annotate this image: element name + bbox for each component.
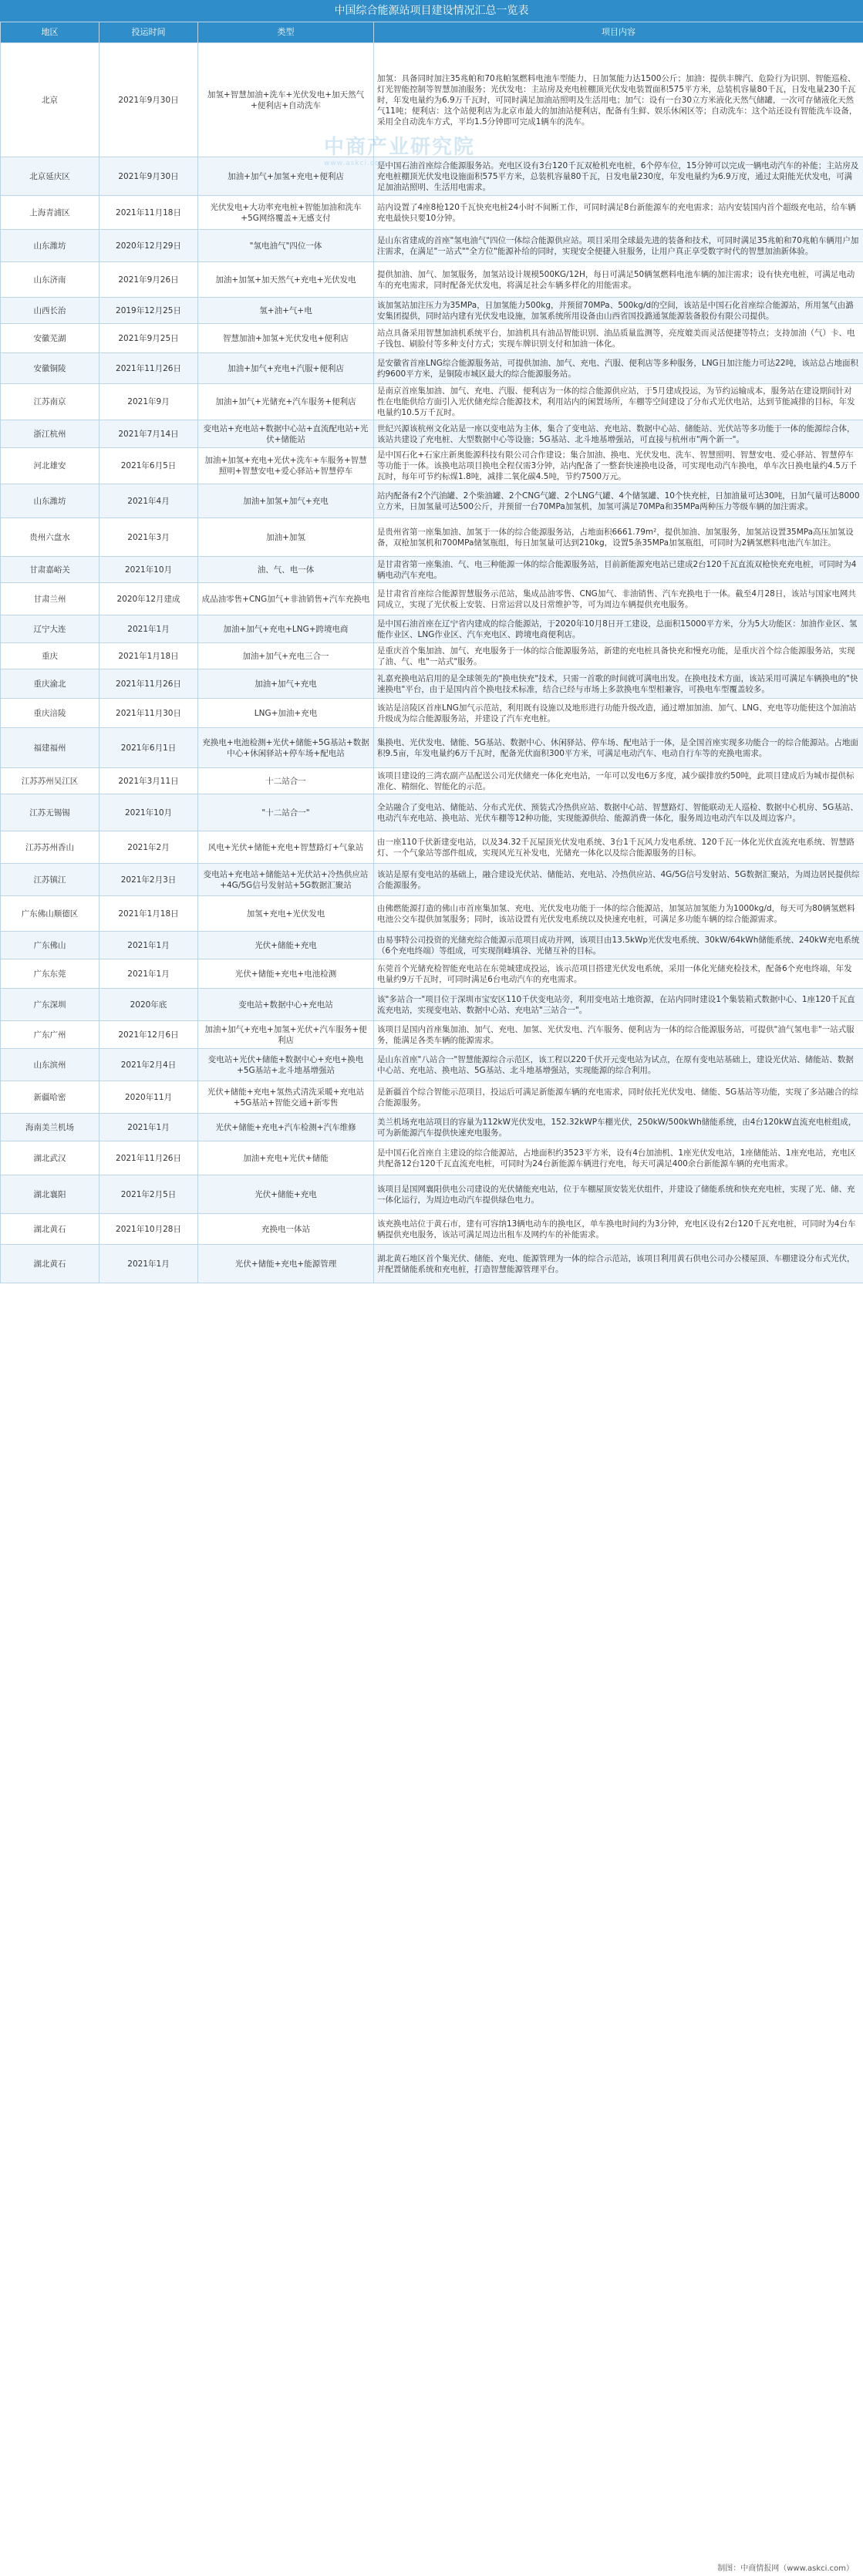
cell-content: 是甘肃省首座综合能源智慧服务示范站，集成品油零售、CNG加气、非油销售、汽车充换电于一体。截至4月28日，该站与国家电网共同成立，实现了光伏板上安装、日常运营以及日常维护等，可为周边车辆提供充电服务。 — [374, 583, 863, 615]
table-row — [1, 643, 863, 669]
cell-date: 2021年3月11日 — [99, 768, 198, 794]
project-table — [0, 22, 863, 1283]
cell-date: 2021年1月 — [99, 615, 198, 643]
cell-type: 变电站+充电站+数据中心站+直流配电站+光伏+储能站 — [198, 420, 374, 448]
cell-date: 2021年1月18日 — [99, 643, 198, 669]
cell-date: 2021年6月1日 — [99, 728, 198, 768]
table-row — [1, 1141, 863, 1175]
cell-content: 是新疆首个综合智能示范项目，投运后可满足新能源车辆的充电需求，同时依托光伏发电、储能、5G基站等功能，实现了多站融合的综合能源服务。 — [374, 1081, 863, 1114]
cell-date: 2021年11月26日 — [99, 353, 198, 384]
cell-region: 广东佛山 — [1, 932, 99, 959]
cell-date: 2021年7月14日 — [99, 420, 198, 448]
cell-content: 全站融合了变电站、储能站、分布式光伏、预装式冷热供应站、数据中心站、智慧路灯、智能联动无人巡检、数据中心机房、5G基站、电动汽车充电站、换电站、光伏车棚等12种功能，实现能源供给、能源消费一体化，服务周边电动汽车以及周边客户。 — [374, 794, 863, 831]
cell-type: 光伏+储能+充电 — [198, 1175, 374, 1214]
table-body — [1, 43, 863, 1283]
cell-region: 贵州六盘水 — [1, 518, 99, 557]
cell-type: 加氢+智慧加油+洗车+光伏发电+加天然气+便利店+自动洗车 — [198, 43, 374, 157]
cell-content: 美兰机场充电站项目的容量为112kW光伏发电，152.32kWP车棚光伏，250kW/500kWh储能系统，由4台120kW直流充电桩组成，可为新能源汽车提供快速充电服务。 — [374, 1114, 863, 1141]
table-row — [1, 615, 863, 643]
cell-date: 2021年10月 — [99, 794, 198, 831]
cell-content: 是安徽省首座LNG综合能源服务站，可提供加油、加气、充电、汽服、便利店等多种服务，LNG日加注能力可达22吨，该站总占地面积约9600平方米，是铜陵市城区最大的综合能源服务站。 — [374, 353, 863, 384]
cell-date: 2021年11月26日 — [99, 669, 198, 699]
table-row — [1, 989, 863, 1021]
cell-type: 光伏+储能+充电+能源管理 — [198, 1245, 374, 1283]
watermark-cn: 中商产业研究院 — [324, 136, 476, 159]
cell-type: "氢电油气"四位一体 — [198, 230, 374, 262]
cell-content: 加氢：具备同时加注35兆帕和70兆帕氢燃料电池车型能力，日加氢能力达1500公斤；加油：提供丰牌汽、危险行为识别、智能巡检、灯光智能控制等智慧加油服务；光伏发电：主站房及充电桩棚顶光伏发电装置面积575平方米，总装机容量80千瓦，日发电量230千瓦时，年发电量约为6.9万千瓦时，可同时满足加油站照明及生活用电；加气：设有一台30立方米液化天然气储罐，一次可存储液化天然气11吨；便利店：这个站便利店为北京市最大的加油站便利店，配备有生鲜、娱乐休闲区等；自动洗车：这个站还设有智能洗车设备，采用全自动洗车方式，平均1.5分钟即可完成1辆车的洗车。 — [374, 43, 863, 157]
table-row — [1, 1175, 863, 1214]
cell-content: 该项目是国网襄阳供电公司建设的光伏储能充电站，位于车棚屋顶安装光伏组件，并建设了储能系统和快充充电桩，实现了光、储、充一体化运行，为周边电动汽车提供绿色电力。 — [374, 1175, 863, 1214]
cell-region: 新疆哈密 — [1, 1081, 99, 1114]
cell-region: 辽宁大连 — [1, 615, 99, 643]
cell-type: 加油+加气+加氢+充电+便利店 — [198, 157, 374, 196]
cell-region: 甘肃嘉峪关 — [1, 557, 99, 583]
cell-type: 风电+光伏+储能+充电+智慧路灯+气象站 — [198, 831, 374, 864]
table-row — [1, 864, 863, 896]
header-type: 类型 — [198, 22, 374, 43]
cell-content: 站内设置了4座8枪120千瓦快充电桩24小时不间断工作，可同时满足8台新能源车的充电需求；站内安装国内首个超级充电站，给车辆充电最快只要10分钟。 — [374, 196, 863, 230]
cell-region: 广东深圳 — [1, 989, 99, 1021]
cell-date: 2021年1月 — [99, 1245, 198, 1283]
cell-content: 是甘肃省第一座集油、气、电三种能源一体的综合能源服务站，目前新能源充电站已建成2台120千瓦直流双枪快充充电桩，可同时为4辆电动汽车充电。 — [374, 557, 863, 583]
cell-type: 加油+加氢+加气+充电 — [198, 484, 374, 518]
table-row — [1, 353, 863, 384]
table-row — [1, 959, 863, 989]
cell-region: 湖北武汉 — [1, 1141, 99, 1175]
cell-content: 提供加油、加气、加氢服务，加氢站设计规模500KG/12H，每日可满足50辆氢燃料电池车辆的加注需求；设有快充电桩，可满足电动车的充电需求，同时配备光伏发电，将满足社会车辆多样化的用能需求。 — [374, 262, 863, 298]
cell-date: 2020年11月 — [99, 1081, 198, 1114]
table-row — [1, 669, 863, 699]
cell-region: 广东佛山顺德区 — [1, 896, 99, 932]
cell-region: 山东滨州 — [1, 1049, 99, 1081]
cell-region: 上海青浦区 — [1, 196, 99, 230]
cell-type: 加油+加气+充电+加氢+光伏+汽车服务+便利店 — [198, 1021, 374, 1049]
table-row — [1, 932, 863, 959]
cell-content: 该项目建设的三湾农副产品配送公司光伏储充一体化充电站，一年可以发电6万多度，减少碳排放约50吨，此项目建成后为城市提供标准化、精细化、智能化的示范。 — [374, 768, 863, 794]
cell-content: 由易事特公司投资的光储充综合能源示范项目成功并网，该项目由13.5kWp光伏发电系统、30kW/64kWh储能系统、240kW充电系统（6个充电终端）等组成，可实现削峰填谷、光储互补的目标。 — [374, 932, 863, 959]
table-row — [1, 298, 863, 324]
table-row — [1, 1049, 863, 1081]
cell-type: 加油+加氢 — [198, 518, 374, 557]
cell-content: 集换电、光伏发电、储能、5G基站、数据中心、休闲驿站、停车场、配电站于一体，是全国首座实现多功能合一的综合能源站。占地面积9.5亩，年发电量约6万千瓦时，配备光伏面积300平方米，可满足电动汽车、电动自行车等的充换电需求。 — [374, 728, 863, 768]
cell-type: 加油+加气+充电+汽服+便利店 — [198, 353, 374, 384]
table-row — [1, 1081, 863, 1114]
table-row — [1, 157, 863, 196]
cell-content: 是贵州省第一座集加油、加氢于一体的综合能源服务站，占地面积6661.79m²，提供加油、加氢服务，加氢站设置35MPa高压加氢设备，双枪加氢机和700MPa储氢瓶组，每日加氢量可达到210kg，设置5条35MPa加氢瓶组，可同时为2辆氢燃料电池汽车加注。 — [374, 518, 863, 557]
cell-content: 由佛燃能源打造的佛山市首座集加氢、充电、光伏发电功能于一体的综合能源站，加氢站加氢能力为1000kg/d，每天可为80辆氢燃料电池公交车提供加氢服务；同时，该站设置有光伏发电系统以及快速充电桩，可满足多功能车辆的综合能源需求。 — [374, 896, 863, 932]
cell-region: 安徽铜陵 — [1, 353, 99, 384]
cell-date: 2021年2月4日 — [99, 1049, 198, 1081]
cell-region: 山东济南 — [1, 262, 99, 298]
cell-content: 该加氢站加注压力为35MPa，日加氢能力500kg，并预留70MPa、500kg/d的空间，该站是中国石化首座综合能源站，所用氢气由潞安集团提供，同时站内建有光伏发电设施，加氢系统所用设备由山西省国投潞通氢能源装备股份有限公司提供。 — [374, 298, 863, 324]
table-row — [1, 794, 863, 831]
cell-region: 江苏南京 — [1, 384, 99, 420]
cell-content: 该站是涪陵区首座LNG加气示范站，利用既有设施以及地形进行功能升级改造，通过增加加油、加气、LNG、充电等功能使这个加油站升级成为综合能源服务站，并建设了汽车充电桩。 — [374, 699, 863, 728]
table-row — [1, 384, 863, 420]
cell-type: 氢+油+气+电 — [198, 298, 374, 324]
cell-region: 安徽芜湖 — [1, 324, 99, 353]
cell-region: 福建福州 — [1, 728, 99, 768]
cell-date: 2021年4月 — [99, 484, 198, 518]
cell-region: 湖北黄石 — [1, 1214, 99, 1245]
cell-type: 智慧加油+加氢+光伏发电+便利店 — [198, 324, 374, 353]
table-row — [1, 699, 863, 728]
cell-type: "十二站合一" — [198, 794, 374, 831]
cell-date: 2021年11月26日 — [99, 1141, 198, 1175]
cell-date: 2019年12月25日 — [99, 298, 198, 324]
table-row — [1, 768, 863, 794]
cell-date: 2021年11月18日 — [99, 196, 198, 230]
cell-type: 光伏发电+大功率充电桩+智能加油和洗车+5G网络覆盖+无感支付 — [198, 196, 374, 230]
cell-region: 湖北黄石 — [1, 1245, 99, 1283]
cell-date: 2020年12月29日 — [99, 230, 198, 262]
cell-type: 十二站合一 — [198, 768, 374, 794]
cell-region: 广东东莞 — [1, 959, 99, 989]
cell-date: 2021年10月28日 — [99, 1214, 198, 1245]
cell-content: 是南京首座集加油、加气、充电、汽服、便利店为一体的综合能源供应站，于5月建成投运，为节约运输成本，服务站在建设期间针对性在电能供给方面引入光伏储充综合能源技术，利用站内的闲置场所，车棚等空间建设了分布式光伏电站，达到节能减排的目标，年发电量约10.5万千瓦时。 — [374, 384, 863, 420]
cell-type: 光伏+储能+充电+电池检测 — [198, 959, 374, 989]
cell-content: 是山东省建成的首座"氢电油气"四位一体综合能源供应站。项目采用全球最先进的装备和技术，可同时满足35兆帕和70兆帕车辆用户加注需求，在满足"一站式""全方位"能源补给的同时，实现安全便捷入驻服务，让用户真正享受数字时代的智慧加油新体验。 — [374, 230, 863, 262]
cell-date: 2021年1月18日 — [99, 896, 198, 932]
header-date: 投运时间 — [99, 22, 198, 43]
cell-type: LNG+加油+充电 — [198, 699, 374, 728]
cell-type: 充换电+电池检测+光伏+储能+5G基站+数据中心+休闲驿站+停车场+配电站 — [198, 728, 374, 768]
cell-region: 河北雄安 — [1, 448, 99, 484]
table-row — [1, 43, 863, 157]
cell-content: 是中国石油首座综合能源服务站。充电区设有3台120千瓦双枪机充电桩，6个停车位，15分钟可以完成一辆电动汽车的补能；主站房及充电桩棚顶光伏发电设施面积575平方米，总装机容量80千瓦，日发电量230度，年发电量约为6.9万度，通过太阳能光伏发电，可满足加油站照明、生活用电需求。 — [374, 157, 863, 196]
header-content: 项目内容 — [374, 22, 863, 43]
cell-type: 加油+加气+光储充+汽车服务+便利店 — [198, 384, 374, 420]
cell-region: 北京延庆区 — [1, 157, 99, 196]
cell-date: 2021年2月5日 — [99, 1175, 198, 1214]
cell-date: 2021年12月6日 — [99, 1021, 198, 1049]
cell-type: 加氢+充电+光伏发电 — [198, 896, 374, 932]
cell-region: 江苏苏州吴江区 — [1, 768, 99, 794]
cell-date: 2021年9月30日 — [99, 157, 198, 196]
cell-region: 江苏镇江 — [1, 864, 99, 896]
cell-content: 是中国石化+石家庄新奥能源科技有限公司合作建设；集合加油、换电、光伏发电、洗车、智慧照明、智慧安电、爱心驿站、智慧停车等功能于一体。该换电站项目换电全程仅需3分钟，站内配备了一整套快速换电设备，可实现电动汽车换电，单车次日换电量约4.5万千瓦时，每年可节约标煤1.8吨，减排二氧化碳4.5吨，节约7500万元。 — [374, 448, 863, 484]
cell-type: 光伏+储能+充电+汽车检测+汽车维修 — [198, 1114, 374, 1141]
cell-region: 重庆涪陵 — [1, 699, 99, 728]
cell-region: 广东广州 — [1, 1021, 99, 1049]
table-row — [1, 896, 863, 932]
cell-region: 湖北襄阳 — [1, 1175, 99, 1214]
cell-date: 2021年2月 — [99, 831, 198, 864]
cell-content: 是中国石化首座自主建设的综合能源站，占地面积约3523平方米，设有4台加油机、1座光伏发电站，1座储能站、1座充电站，充电区共配备12台120千瓦直流充电桩，可同时为24台新能源车辆进行充电，每天可满足400余台新能源车辆的充电需求。 — [374, 1141, 863, 1175]
cell-date: 2021年9月25日 — [99, 324, 198, 353]
table-row — [1, 448, 863, 484]
table-row — [1, 196, 863, 230]
table-row — [1, 1021, 863, 1049]
cell-date: 2020年12月建成 — [99, 583, 198, 615]
cell-content: 东莞首个光储充检智能充电站在东莞城建成投运，该示范项目搭建光伏发电系统，采用一体化光储充检技术，配备6个充电终端，年发电量约9万千瓦时，可同时满足6台电动汽车的充电需求。 — [374, 959, 863, 989]
cell-content: 礼嘉充换电站启用的是全球领先的"换电快充"技术，只需一首歌的时间就可满电出发。在换电技术方面，该站采用可满足车辆换电的"快速换电"平台，由于是国内首个换电技术标准，结合已经与市场上多款换电车型相兼容，可换电车型覆盖较多。 — [374, 669, 863, 699]
cell-date: 2021年9月30日 — [99, 43, 198, 157]
table-row — [1, 324, 863, 353]
cell-content: 该充换电站位于黄石市，建有可容纳13辆电动车的换电区，单车换电时间约为3分钟，充电区设有2台120千瓦充电桩，可同时为4台车辆提供充电服务，该站可满足周边出租车及网约车的补能需求。 — [374, 1214, 863, 1245]
cell-type: 加油+加氢+充电+光伏+洗车+车服务+智慧照明+智慧安电+爱心驿站+智慧停车 — [198, 448, 374, 484]
cell-content: 该项目是国内首座集加油、加气、充电、加氢、光伏发电、汽车服务、便利店为一体的综合能源服务站，可提供"油气氢电非"一站式服务，能满足各类车辆的能源需求。 — [374, 1021, 863, 1049]
cell-region: 山西长治 — [1, 298, 99, 324]
cell-content: 湖北黄石地区首个集光伏、储能、充电、能源管理为一体的综合示范站，该项目利用黄石供电公司办公楼屋顶、车棚建设分布式光伏，并配置储能系统和充电桩，打造智慧能源管理平台。 — [374, 1245, 863, 1283]
table-row — [1, 583, 863, 615]
table-title: 中国综合能源站项目建设情况汇总一览表 — [0, 0, 863, 22]
cell-date: 2021年11月30日 — [99, 699, 198, 728]
cell-content: 站点具备采用智慧加油机系统平台，加油机具有油品智能识别、油品质量监测等，亮度媲美而灵活便捷等特点；支持加油（气）卡、电子钱包、刷脸付等多种支付方式；实现车牌识别支付和加油一体化。 — [374, 324, 863, 353]
header-region: 地区 — [1, 22, 99, 43]
cell-date: 2020年底 — [99, 989, 198, 1021]
cell-type: 加油+加气+充电+LNG+跨境电商 — [198, 615, 374, 643]
cell-date: 2021年2月3日 — [99, 864, 198, 896]
cell-type: 变电站+数据中心+充电站 — [198, 989, 374, 1021]
cell-region: 甘肃兰州 — [1, 583, 99, 615]
cell-type: 变电站+光伏+储能+数据中心+充电+换电+5G基站+北斗地基增强站 — [198, 1049, 374, 1081]
cell-date: 2021年1月 — [99, 959, 198, 989]
table-row — [1, 1245, 863, 1283]
cell-date: 2021年1月 — [99, 932, 198, 959]
table-row — [1, 420, 863, 448]
cell-type: 油、气、电一体 — [198, 557, 374, 583]
cell-region: 重庆渝北 — [1, 669, 99, 699]
cell-region: 江苏苏州香山 — [1, 831, 99, 864]
cell-date: 2021年9月 — [99, 384, 198, 420]
cell-region: 浙江杭州 — [1, 420, 99, 448]
source-footer: 制图：中商情报网（www.askci.com） — [717, 2564, 854, 2573]
cell-content: 该"多站合一"项目位于深圳市宝安区110千伏变电站旁，利用变电站土地资源，在站内同时建设1个集装箱式数据中心、1座120千瓦直流充电站，实现变电站、数据中心站、充电站"三站合一"。 — [374, 989, 863, 1021]
cell-content: 由一座110千伏新建变电站，以及34.32千瓦屋顶光伏发电系统、3台1千瓦风力发电系统、120千瓦一体化光伏直流充电系统、智慧路灯、一个气象站等部件组成，实现风光互补发电，光储充一体化以及综合能源服务的目标。 — [374, 831, 863, 864]
cell-region: 山东潍坊 — [1, 484, 99, 518]
cell-content: 站内配备有2个汽油罐、2个柴油罐、2个CNG气罐、2个LNG气罐、4个储氢罐、10个快充桩，日加油量可达30吨，日加气量可达8000立方米，日加氢量可达500公斤，并预留一台70MPa加氢机，加氢可满足70MPa和35MPa两种压力等级车辆的加注需求。 — [374, 484, 863, 518]
cell-date: 2021年6月5日 — [99, 448, 198, 484]
cell-type: 加油+加气+充电三合一 — [198, 643, 374, 669]
cell-type: 充换电一体站 — [198, 1214, 374, 1245]
cell-type: 变电站+充电站+储能站+光伏站+冷热供应站+4G/5G信号发射站+5G数据汇聚站 — [198, 864, 374, 896]
cell-date: 2021年3月 — [99, 518, 198, 557]
cell-date: 2021年1月 — [99, 1114, 198, 1141]
table-row — [1, 728, 863, 768]
cell-date: 2021年10月 — [99, 557, 198, 583]
cell-type: 成品油零售+CNG加气+非油销售+汽车充换电 — [198, 583, 374, 615]
table-row — [1, 484, 863, 518]
cell-type: 加油+加氢+加天然气+充电+光伏发电 — [198, 262, 374, 298]
table-row — [1, 518, 863, 557]
cell-region: 重庆 — [1, 643, 99, 669]
table-row — [1, 1114, 863, 1141]
cell-region: 江苏无锡锡 — [1, 794, 99, 831]
cell-type: 加油+充电+光伏+储能 — [198, 1141, 374, 1175]
cell-content: 是重庆首个集加油、加气、充电服务于一体的综合能源服务站，新建的充电桩具备快充和慢充功能，是重庆首个综合能源服务站，实现了油、气、电"一站式"服务。 — [374, 643, 863, 669]
cell-type: 加油+加气+充电 — [198, 669, 374, 699]
table-row — [1, 831, 863, 864]
table-header-row — [1, 22, 863, 43]
table-row — [1, 262, 863, 298]
cell-content: 是中国石油首座在辽宁省内建成的综合能源站，于2020年10月8日开工建设，总面积15000平方米，分为5大功能区：加油作业区、氢能作业区、LNG作业区、汽车充电区、跨境电商便利店。 — [374, 615, 863, 643]
cell-region: 北京 — [1, 43, 99, 157]
cell-date: 2021年9月26日 — [99, 262, 198, 298]
cell-content: 该站是原有变电站的基础上，融合建设光伏站、储能站、充电站、冷热供应站、4G/5G信号发射站、5G数据汇聚站，为周边居民提供综合能源服务。 — [374, 864, 863, 896]
cell-region: 海南美兰机场 — [1, 1114, 99, 1141]
table-row — [1, 557, 863, 583]
cell-content: 是山东首座"八站合一"智慧能源综合示范区，该工程以220千伏开元变电站为试点，在原有变电站基础上，建设光伏站、储能站、数据中心站、充电站、换电站、5G基站、北斗地基增强站，实现能源的综合利用。 — [374, 1049, 863, 1081]
cell-type: 光伏+储能+充电+氢热式清洗采暖+充电站+5G基站+智能交通+新零售 — [198, 1081, 374, 1114]
cell-region: 山东潍坊 — [1, 230, 99, 262]
cell-type: 光伏+储能+充电 — [198, 932, 374, 959]
table-row — [1, 1214, 863, 1245]
table-row — [1, 230, 863, 262]
cell-content: 世纪兴源该杭州文化站是一座以变电站为主体，集合了变电站、充电站、数据中心站、储能站、光伏站等多功能于一体的能源综合体，该站共建设了充电桩、大型数据中心等设施；5G基站、北斗地基增强站，可直接与杭州市"两个新一"。 — [374, 420, 863, 448]
watermark-en: www.askci.com — [324, 160, 388, 167]
